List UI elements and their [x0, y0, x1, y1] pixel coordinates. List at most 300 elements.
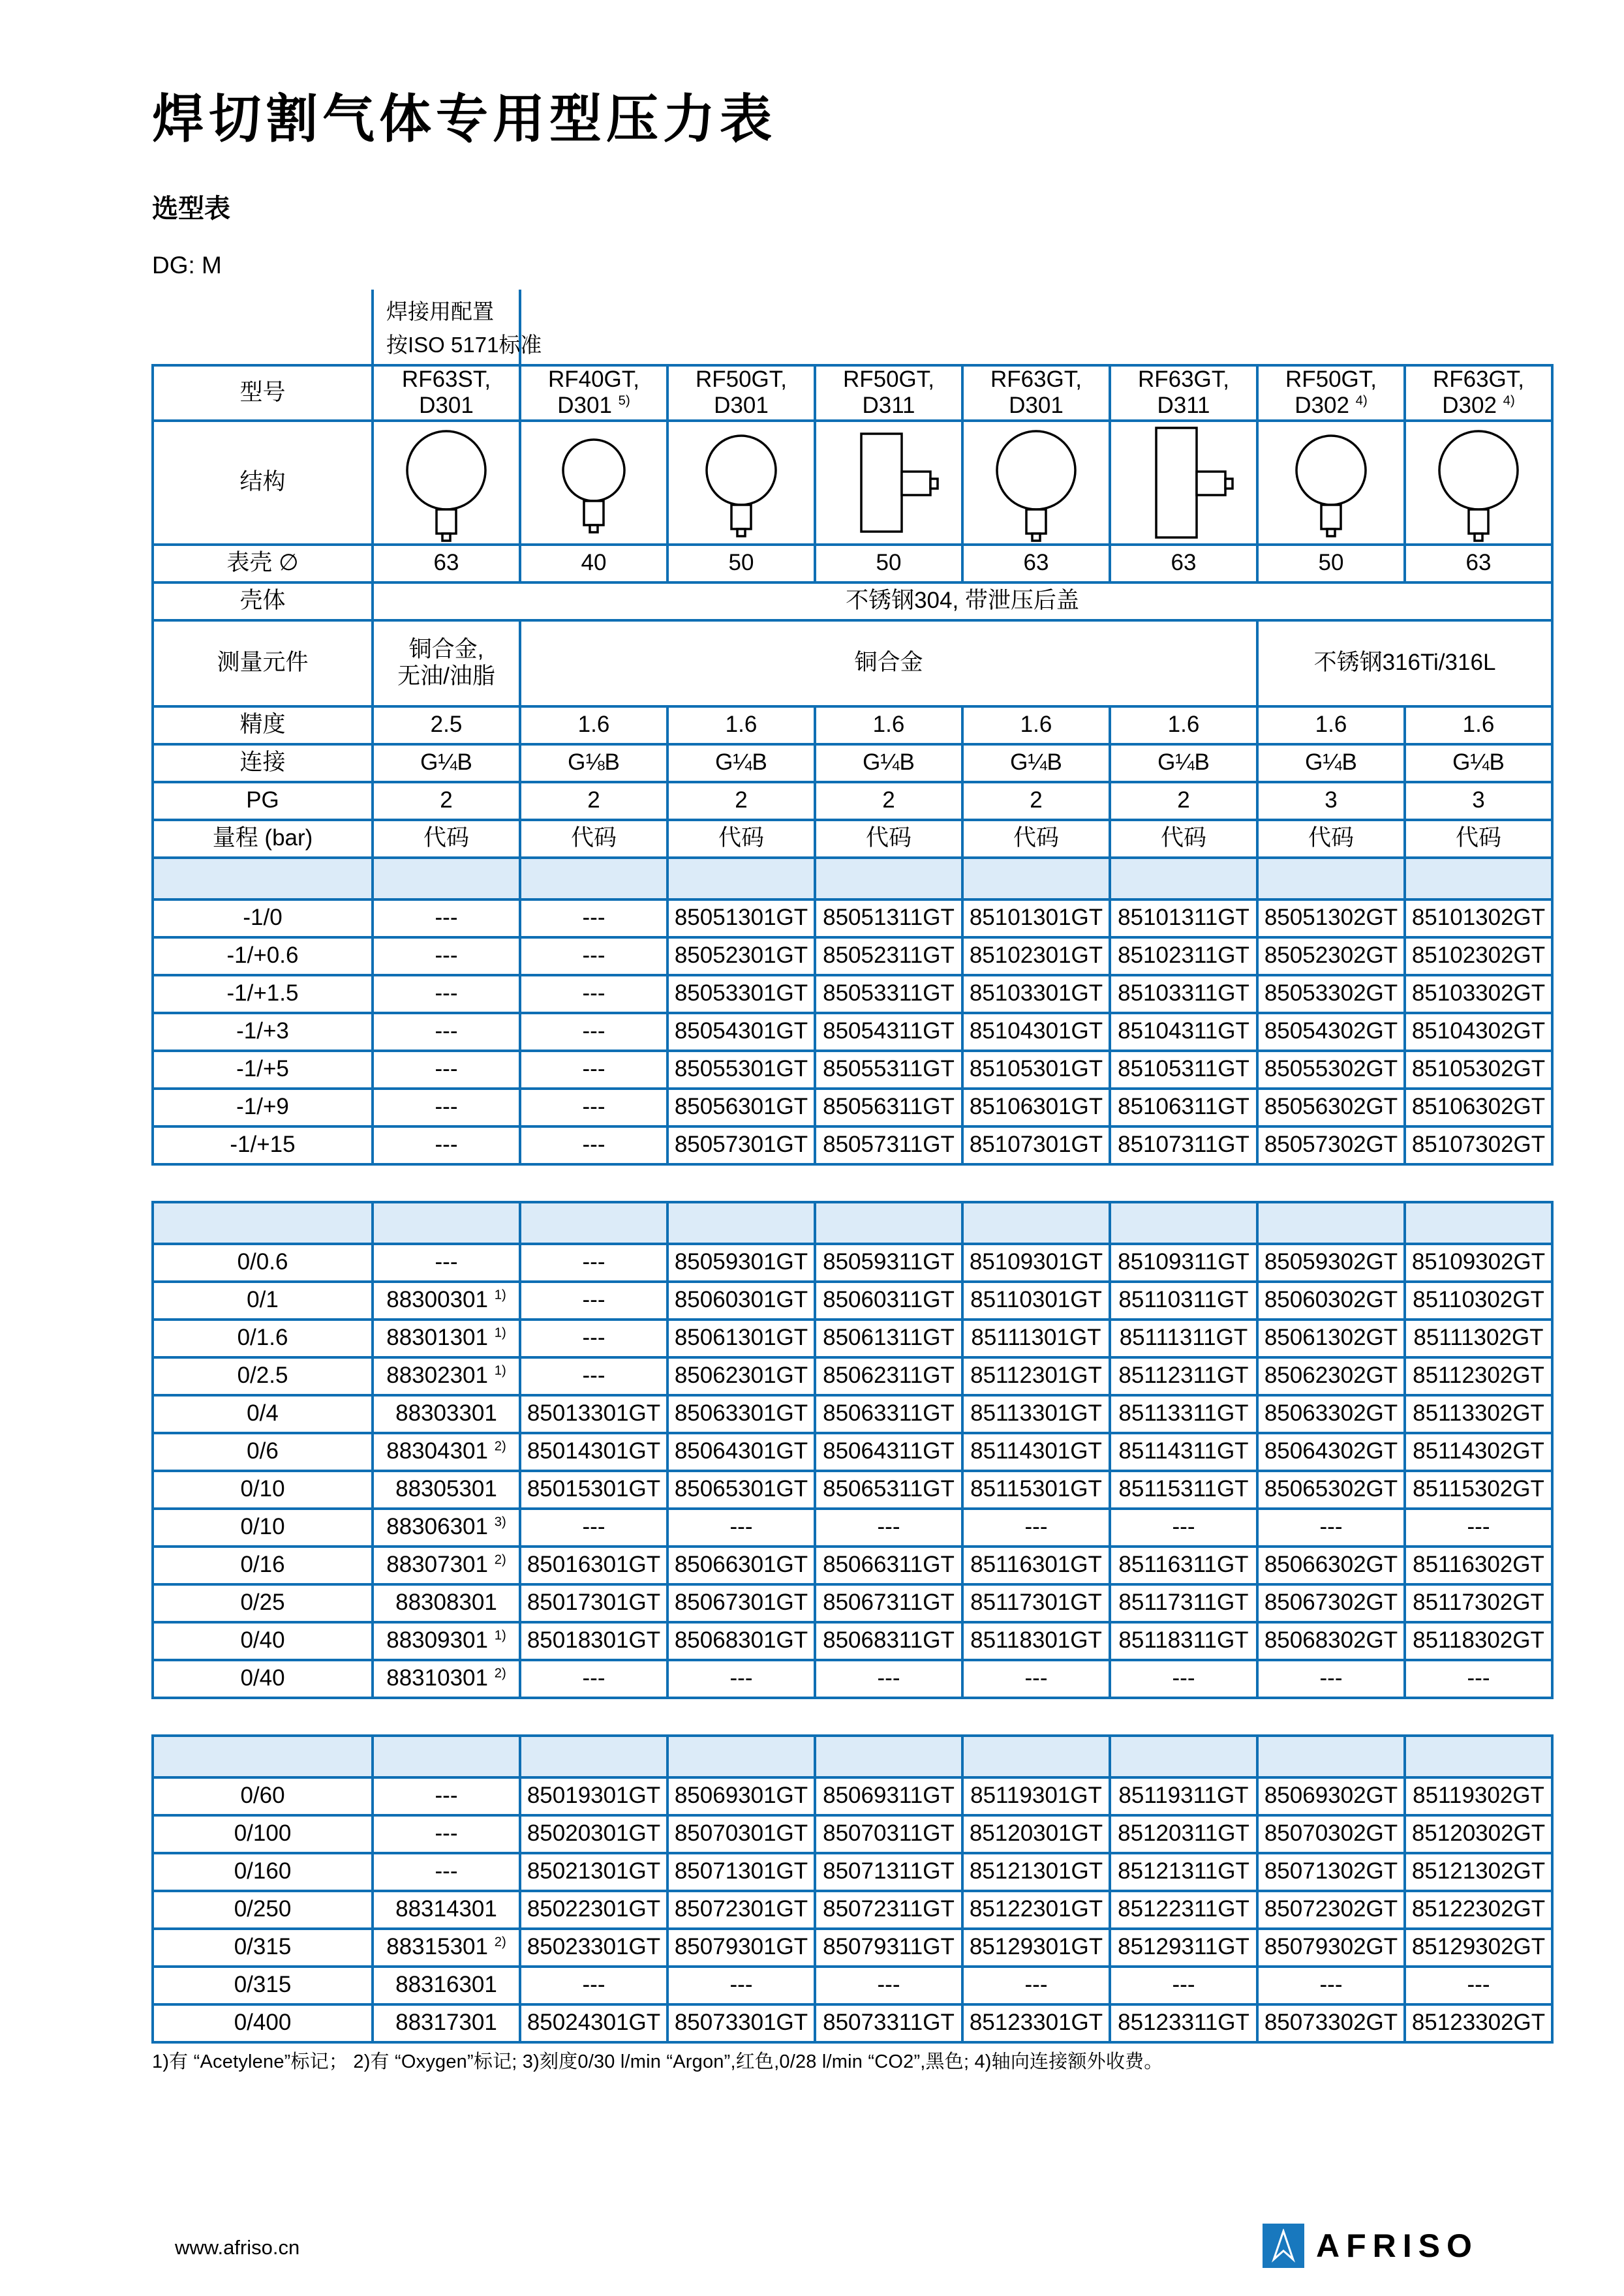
table-row [153, 1660, 1552, 1698]
separator-cell [815, 1202, 962, 1244]
code-cell: 85053302GT [1257, 975, 1405, 1013]
code-cell: 85079301GT [667, 1929, 815, 1967]
element-cell: 不锈钢316Ti/316L [1257, 620, 1552, 706]
case-diameter-cell: 50 [1257, 545, 1405, 582]
code-cell: 85117302GT [1405, 1584, 1552, 1622]
code-cell: 85063311GT [815, 1395, 962, 1433]
selection-table-section-3 [151, 1734, 1554, 2044]
code-cell: 85054301GT [667, 1013, 815, 1051]
code-cell: --- [373, 1815, 520, 1853]
code-cell: 85057302GT [1257, 1126, 1405, 1164]
logo-arrow-icon [1263, 2224, 1304, 2268]
table-row [153, 1471, 1552, 1509]
code-cell: --- [520, 1509, 667, 1547]
code-cell: 85064301GT [667, 1433, 815, 1471]
range-cell: -1/+3 [153, 1013, 373, 1051]
code-cell: 88308301 [373, 1584, 520, 1622]
code-cell: 85129301GT [962, 1929, 1110, 1967]
gauge-side-icon [823, 422, 954, 543]
website-link[interactable]: www.afriso.cn [175, 2236, 300, 2259]
code-cell: 85052311GT [815, 937, 962, 975]
note-line-1: 焊接用配置 [386, 299, 494, 324]
code-cell: 85115302GT [1405, 1471, 1552, 1509]
code-cell: 85067301GT [667, 1584, 815, 1622]
code-cell: 85017301GT [520, 1584, 667, 1622]
housing-value-cell: 不锈钢304, 带泄压后盖 [373, 582, 1552, 620]
code-cell: 88300301 $^{1)}$ [373, 1282, 520, 1320]
range-cell: 0/40 [153, 1660, 373, 1698]
table-row [153, 1320, 1552, 1357]
code-cell: 85079311GT [815, 1929, 962, 1967]
code-cell: 85110311GT [1110, 1282, 1257, 1320]
code-cell: 85063301GT [667, 1395, 815, 1433]
code-cell: 85079302GT [1257, 1929, 1405, 1967]
code-cell: 85069302GT [1257, 1777, 1405, 1815]
code-cell: 85121301GT [962, 1853, 1110, 1891]
pg-cell: 2 [815, 782, 962, 820]
code-cell: 85072301GT [667, 1891, 815, 1929]
code-cell: 85055301GT [667, 1051, 815, 1089]
code-cell: 85102301GT [962, 937, 1110, 975]
case-diameter-cell: 63 [962, 545, 1110, 582]
separator-cell [667, 1736, 815, 1777]
code-cell: 85109302GT [1405, 1244, 1552, 1282]
code-cell: 85064302GT [1257, 1433, 1405, 1471]
separator-cell [815, 1736, 962, 1777]
connection-cell: G¼B [1257, 744, 1405, 782]
separator-label-cell [153, 858, 373, 899]
code-header-cell: 代码 [373, 820, 520, 858]
code-cell: --- [962, 1967, 1110, 2004]
separator-cell [520, 1736, 667, 1777]
code-cell: 85101302GT [1405, 899, 1552, 937]
welding-config-note [386, 295, 542, 361]
code-cell: 85104301GT [962, 1013, 1110, 1051]
code-cell: --- [373, 1244, 520, 1282]
code-cell: 85120301GT [962, 1815, 1110, 1853]
accuracy-cell: 1.6 [1405, 706, 1552, 744]
range-cell: 0/2.5 [153, 1357, 373, 1395]
code-cell: 85056302GT [1257, 1089, 1405, 1126]
code-cell: 85116301GT [962, 1547, 1110, 1584]
code-cell: 85052301GT [667, 937, 815, 975]
code-cell: 85116302GT [1405, 1547, 1552, 1584]
code-cell: 85069301GT [667, 1777, 815, 1815]
gauge-side-icon [1118, 422, 1249, 543]
structure-icon-cell [1405, 421, 1552, 545]
table-row [153, 1126, 1552, 1164]
code-cell: 85014301GT [520, 1433, 667, 1471]
connection-cell: G⅛B [520, 744, 667, 782]
separator-cell [520, 858, 667, 899]
code-cell: 85106311GT [1110, 1089, 1257, 1126]
code-cell: 85069311GT [815, 1777, 962, 1815]
case-diameter-cell: 63 [373, 545, 520, 582]
code-cell: 85112311GT [1110, 1357, 1257, 1395]
code-cell: 85066311GT [815, 1547, 962, 1584]
code-cell: --- [520, 937, 667, 975]
range-cell: 0/315 [153, 1929, 373, 1967]
selection-table-section-2 [151, 1201, 1554, 1699]
model-header-cell: RF50GT, D311 [815, 365, 962, 421]
code-cell: 85121311GT [1110, 1853, 1257, 1891]
code-cell: 85066301GT [667, 1547, 815, 1584]
separator-row [153, 1736, 1552, 1777]
table-row [153, 1929, 1552, 1967]
separator-cell [1110, 1202, 1257, 1244]
code-cell: --- [520, 1357, 667, 1395]
separator-cell [1110, 1736, 1257, 1777]
code-cell: --- [667, 1660, 815, 1698]
case-diameter-row-label: 表壳 ∅ [153, 545, 373, 582]
range-cell: -1/+0.6 [153, 937, 373, 975]
code-cell: --- [373, 1853, 520, 1891]
code-cell: --- [520, 1244, 667, 1282]
structure-icon-cell [1110, 421, 1257, 545]
code-cell: 88306301 $^{3)}$ [373, 1509, 520, 1547]
code-cell: --- [520, 1089, 667, 1126]
code-cell: 85120311GT [1110, 1815, 1257, 1853]
code-cell: 85068311GT [815, 1622, 962, 1660]
table-row [153, 1584, 1552, 1622]
code-cell: 85123311GT [1110, 2004, 1257, 2042]
code-cell: 85059302GT [1257, 1244, 1405, 1282]
separator-cell [373, 1202, 520, 1244]
code-cell: --- [373, 1777, 520, 1815]
code-cell: 85071302GT [1257, 1853, 1405, 1891]
range-row-label: 量程 (bar) [153, 820, 373, 858]
pg-cell: 3 [1257, 782, 1405, 820]
code-cell: 85129311GT [1110, 1929, 1257, 1967]
code-cell: 85122311GT [1110, 1891, 1257, 1929]
pg-row-label: PG [153, 782, 373, 820]
range-cell: 0/100 [153, 1815, 373, 1853]
table-row [153, 1891, 1552, 1929]
code-cell: 85112302GT [1405, 1357, 1552, 1395]
code-cell: 85105302GT [1405, 1051, 1552, 1089]
code-cell: 88304301 $^{2)}$ [373, 1433, 520, 1471]
connection-cell: G¼B [1405, 744, 1552, 782]
case-diameter-cell: 63 [1405, 545, 1552, 582]
gauge-front-icon [381, 422, 512, 543]
selection-table [151, 364, 1552, 2079]
structure-icon-cell [373, 421, 520, 545]
code-cell: 85105311GT [1110, 1051, 1257, 1089]
code-cell: --- [373, 1089, 520, 1126]
code-cell: --- [520, 1013, 667, 1051]
range-cell: 0/400 [153, 2004, 373, 2042]
separator-cell [962, 1202, 1110, 1244]
range-header-row [153, 820, 1552, 858]
code-cell: --- [520, 1320, 667, 1357]
code-cell: 85122302GT [1405, 1891, 1552, 1929]
code-cell: --- [962, 1660, 1110, 1698]
code-cell: 85110301GT [962, 1282, 1110, 1320]
connection-row-label: 连接 [153, 744, 373, 782]
code-header-cell: 代码 [520, 820, 667, 858]
housing-row-label: 壳体 [153, 582, 373, 620]
code-cell: 85101301GT [962, 899, 1110, 937]
table-row [153, 975, 1552, 1013]
model-header-cell: RF63ST, D301 [373, 365, 520, 421]
code-cell: 85104311GT [1110, 1013, 1257, 1051]
selection-table-header-block [151, 364, 1554, 1166]
code-cell: --- [373, 1126, 520, 1164]
code-cell: 88305301 [373, 1471, 520, 1509]
code-cell: 85111302GT [1405, 1320, 1552, 1357]
element-row-label: 测量元件 [153, 620, 373, 706]
range-cell: -1/+1.5 [153, 975, 373, 1013]
code-cell: --- [520, 1967, 667, 2004]
element-cell: 铜合金 [520, 620, 1257, 706]
code-cell: 85056301GT [667, 1089, 815, 1126]
code-cell: 85065301GT [667, 1471, 815, 1509]
code-cell: 85107301GT [962, 1126, 1110, 1164]
code-cell: 85115301GT [962, 1471, 1110, 1509]
code-cell: 85073302GT [1257, 2004, 1405, 2042]
connection-cell: G¼B [1110, 744, 1257, 782]
code-cell: 85071311GT [815, 1853, 962, 1891]
code-cell: 85110302GT [1405, 1282, 1552, 1320]
structure-row-label: 结构 [153, 421, 373, 545]
code-cell: 85104302GT [1405, 1013, 1552, 1051]
element-row [153, 620, 1552, 706]
code-cell: 85055302GT [1257, 1051, 1405, 1089]
element-cell: 铜合金, 无油/油脂 [373, 620, 520, 706]
pg-cell: 2 [373, 782, 520, 820]
code-cell: 85113302GT [1405, 1395, 1552, 1433]
code-cell: 85111311GT [1110, 1320, 1257, 1357]
code-cell: 85115311GT [1110, 1471, 1257, 1509]
code-cell: 85118302GT [1405, 1622, 1552, 1660]
code-cell: 88310301 $^{2)}$ [373, 1660, 520, 1698]
code-cell: --- [520, 1282, 667, 1320]
code-cell: --- [1257, 1509, 1405, 1547]
case-diameter-row [153, 545, 1552, 582]
range-cell: 0/6 [153, 1433, 373, 1471]
separator-cell [373, 1736, 520, 1777]
table-row [153, 899, 1552, 937]
pg-cell: 3 [1405, 782, 1552, 820]
afriso-logo [1263, 2223, 1478, 2269]
code-cell: 85102311GT [1110, 937, 1257, 975]
code-cell: 85109311GT [1110, 1244, 1257, 1282]
range-cell: 0/60 [153, 1777, 373, 1815]
code-cell: 85117311GT [1110, 1584, 1257, 1622]
code-cell: 85023301GT [520, 1929, 667, 1967]
code-cell: 88315301 $^{2)}$ [373, 1929, 520, 1967]
separator-cell [667, 1202, 815, 1244]
code-cell: 85051311GT [815, 899, 962, 937]
table-row [153, 1357, 1552, 1395]
code-cell: --- [815, 1509, 962, 1547]
range-cell: 0/16 [153, 1547, 373, 1584]
code-cell: 85113311GT [1110, 1395, 1257, 1433]
range-cell: 0/160 [153, 1853, 373, 1891]
table-row [153, 1089, 1552, 1126]
connection-cell: G¼B [667, 744, 815, 782]
code-cell: 85068301GT [667, 1622, 815, 1660]
table-row [153, 1282, 1552, 1320]
connection-cell: G¼B [962, 744, 1110, 782]
code-cell: 85062301GT [667, 1357, 815, 1395]
code-cell: 85021301GT [520, 1853, 667, 1891]
table-row [153, 1967, 1552, 2004]
table-row [153, 1244, 1552, 1282]
pg-row [153, 782, 1552, 820]
pg-cell: 2 [667, 782, 815, 820]
page-title: 焊切割气体专用型压力表 [152, 90, 776, 148]
structure-icon-cell [962, 421, 1110, 545]
code-cell: 85123302GT [1405, 2004, 1552, 2042]
code-cell: 85119311GT [1110, 1777, 1257, 1815]
code-cell: 85072311GT [815, 1891, 962, 1929]
model-header-cell: RF50GT, D301 [667, 365, 815, 421]
accuracy-cell: 1.6 [520, 706, 667, 744]
code-cell: 85129302GT [1405, 1929, 1552, 1967]
code-cell: 85054302GT [1257, 1013, 1405, 1051]
case-diameter-cell: 63 [1110, 545, 1257, 582]
code-cell: --- [520, 1660, 667, 1698]
code-cell: 85056311GT [815, 1089, 962, 1126]
accuracy-cell: 1.6 [1257, 706, 1405, 744]
code-cell: --- [373, 899, 520, 937]
gauge-front-icon [1413, 422, 1544, 543]
range-cell: 0/250 [153, 1891, 373, 1929]
code-cell: 85060301GT [667, 1282, 815, 1320]
note-line-2: 按ISO 5171标准 [386, 333, 542, 357]
code-cell: --- [815, 1967, 962, 2004]
code-cell: 88316301 [373, 1967, 520, 2004]
separator-cell [815, 858, 962, 899]
code-cell: 85122301GT [962, 1891, 1110, 1929]
code-cell: 85061311GT [815, 1320, 962, 1357]
code-cell: 85013301GT [520, 1395, 667, 1433]
accuracy-cell: 1.6 [962, 706, 1110, 744]
code-cell: --- [373, 1051, 520, 1089]
range-cell: 0/10 [153, 1471, 373, 1509]
separator-cell [1257, 858, 1405, 899]
code-cell: 85116311GT [1110, 1547, 1257, 1584]
range-cell: 0/315 [153, 1967, 373, 2004]
code-cell: 85105301GT [962, 1051, 1110, 1089]
code-cell: 85118311GT [1110, 1622, 1257, 1660]
code-cell: 85015301GT [520, 1471, 667, 1509]
code-cell: --- [1405, 1967, 1552, 2004]
code-cell: 85101311GT [1110, 899, 1257, 937]
code-cell: 85057311GT [815, 1126, 962, 1164]
range-cell: -1/+5 [153, 1051, 373, 1089]
code-cell: 85019301GT [520, 1777, 667, 1815]
code-header-cell: 代码 [1405, 820, 1552, 858]
structure-icon-cell [1257, 421, 1405, 545]
code-cell: 85062302GT [1257, 1357, 1405, 1395]
separator-cell [1405, 1736, 1552, 1777]
separator-cell [962, 858, 1110, 899]
range-cell: -1/+15 [153, 1126, 373, 1164]
separator-cell [373, 858, 520, 899]
code-cell: --- [1257, 1660, 1405, 1698]
code-cell: 85107311GT [1110, 1126, 1257, 1164]
code-cell: 85117301GT [962, 1584, 1110, 1622]
accuracy-row [153, 706, 1552, 744]
code-header-cell: 代码 [1110, 820, 1257, 858]
model-row [153, 365, 1552, 421]
code-cell: 85022301GT [520, 1891, 667, 1929]
dg-label: DG: M [152, 252, 222, 279]
connection-row [153, 744, 1552, 782]
range-cell: -1/+9 [153, 1089, 373, 1126]
code-cell: 85123301GT [962, 2004, 1110, 2042]
code-cell: 85072302GT [1257, 1891, 1405, 1929]
code-cell: --- [667, 1967, 815, 2004]
code-cell: 85068302GT [1257, 1622, 1405, 1660]
model-header-cell: RF40GT, D301 $^{5)}$ [520, 365, 667, 421]
code-cell: 85053311GT [815, 975, 962, 1013]
table-row [153, 1433, 1552, 1471]
model-header-cell: RF63GT, D301 [962, 365, 1110, 421]
code-cell: 88314301 [373, 1891, 520, 1929]
accuracy-cell: 1.6 [815, 706, 962, 744]
code-cell: 88301301 $^{1)}$ [373, 1320, 520, 1357]
range-cell: 0/10 [153, 1509, 373, 1547]
code-cell: --- [373, 1013, 520, 1051]
footnote: 1)有 “Acetylene”标记； 2)有 “Oxygen”标记; 3)刻度0/30 l/min “Argon”,红色,0/28 l/min “CO2”,黑色; 4)轴向连接额外收费。 [152, 2051, 1163, 2072]
range-cell: -1/0 [153, 899, 373, 937]
code-cell: 85057301GT [667, 1126, 815, 1164]
code-cell: 85070301GT [667, 1815, 815, 1853]
code-cell: 85114301GT [962, 1433, 1110, 1471]
gauge-front-icon [1266, 422, 1396, 543]
code-cell: --- [520, 899, 667, 937]
range-cell: 0/0.6 [153, 1244, 373, 1282]
separator-cell [1405, 858, 1552, 899]
code-cell: 85060311GT [815, 1282, 962, 1320]
code-cell: 85066302GT [1257, 1547, 1405, 1584]
code-cell: 85051302GT [1257, 899, 1405, 937]
code-cell: 85112301GT [962, 1357, 1110, 1395]
code-cell: --- [667, 1509, 815, 1547]
code-cell: 85114302GT [1405, 1433, 1552, 1471]
code-cell: --- [815, 1660, 962, 1698]
code-cell: --- [1110, 1509, 1257, 1547]
case-diameter-cell: 40 [520, 545, 667, 582]
separator-cell [520, 1202, 667, 1244]
code-cell: 88309301 $^{1)}$ [373, 1622, 520, 1660]
code-cell: --- [1405, 1509, 1552, 1547]
code-cell: 85063302GT [1257, 1395, 1405, 1433]
housing-row [153, 582, 1552, 620]
code-cell: 85106302GT [1405, 1089, 1552, 1126]
code-cell: --- [1405, 1660, 1552, 1698]
accuracy-row-label: 精度 [153, 706, 373, 744]
code-cell: 85120302GT [1405, 1815, 1552, 1853]
table-row [153, 1622, 1552, 1660]
code-cell: 85016301GT [520, 1547, 667, 1584]
separator-cell [667, 858, 815, 899]
selection-table-label: 选型表 [152, 194, 230, 223]
code-cell: --- [520, 1126, 667, 1164]
code-cell: 85070311GT [815, 1815, 962, 1853]
table-row [153, 1777, 1552, 1815]
code-cell: 85103311GT [1110, 975, 1257, 1013]
structure-icon-cell [520, 421, 667, 545]
code-cell: 85103302GT [1405, 975, 1552, 1013]
code-cell: 85054311GT [815, 1013, 962, 1051]
separator-cell [1257, 1736, 1405, 1777]
separator-cell [1257, 1202, 1405, 1244]
code-cell: 85053301GT [667, 975, 815, 1013]
